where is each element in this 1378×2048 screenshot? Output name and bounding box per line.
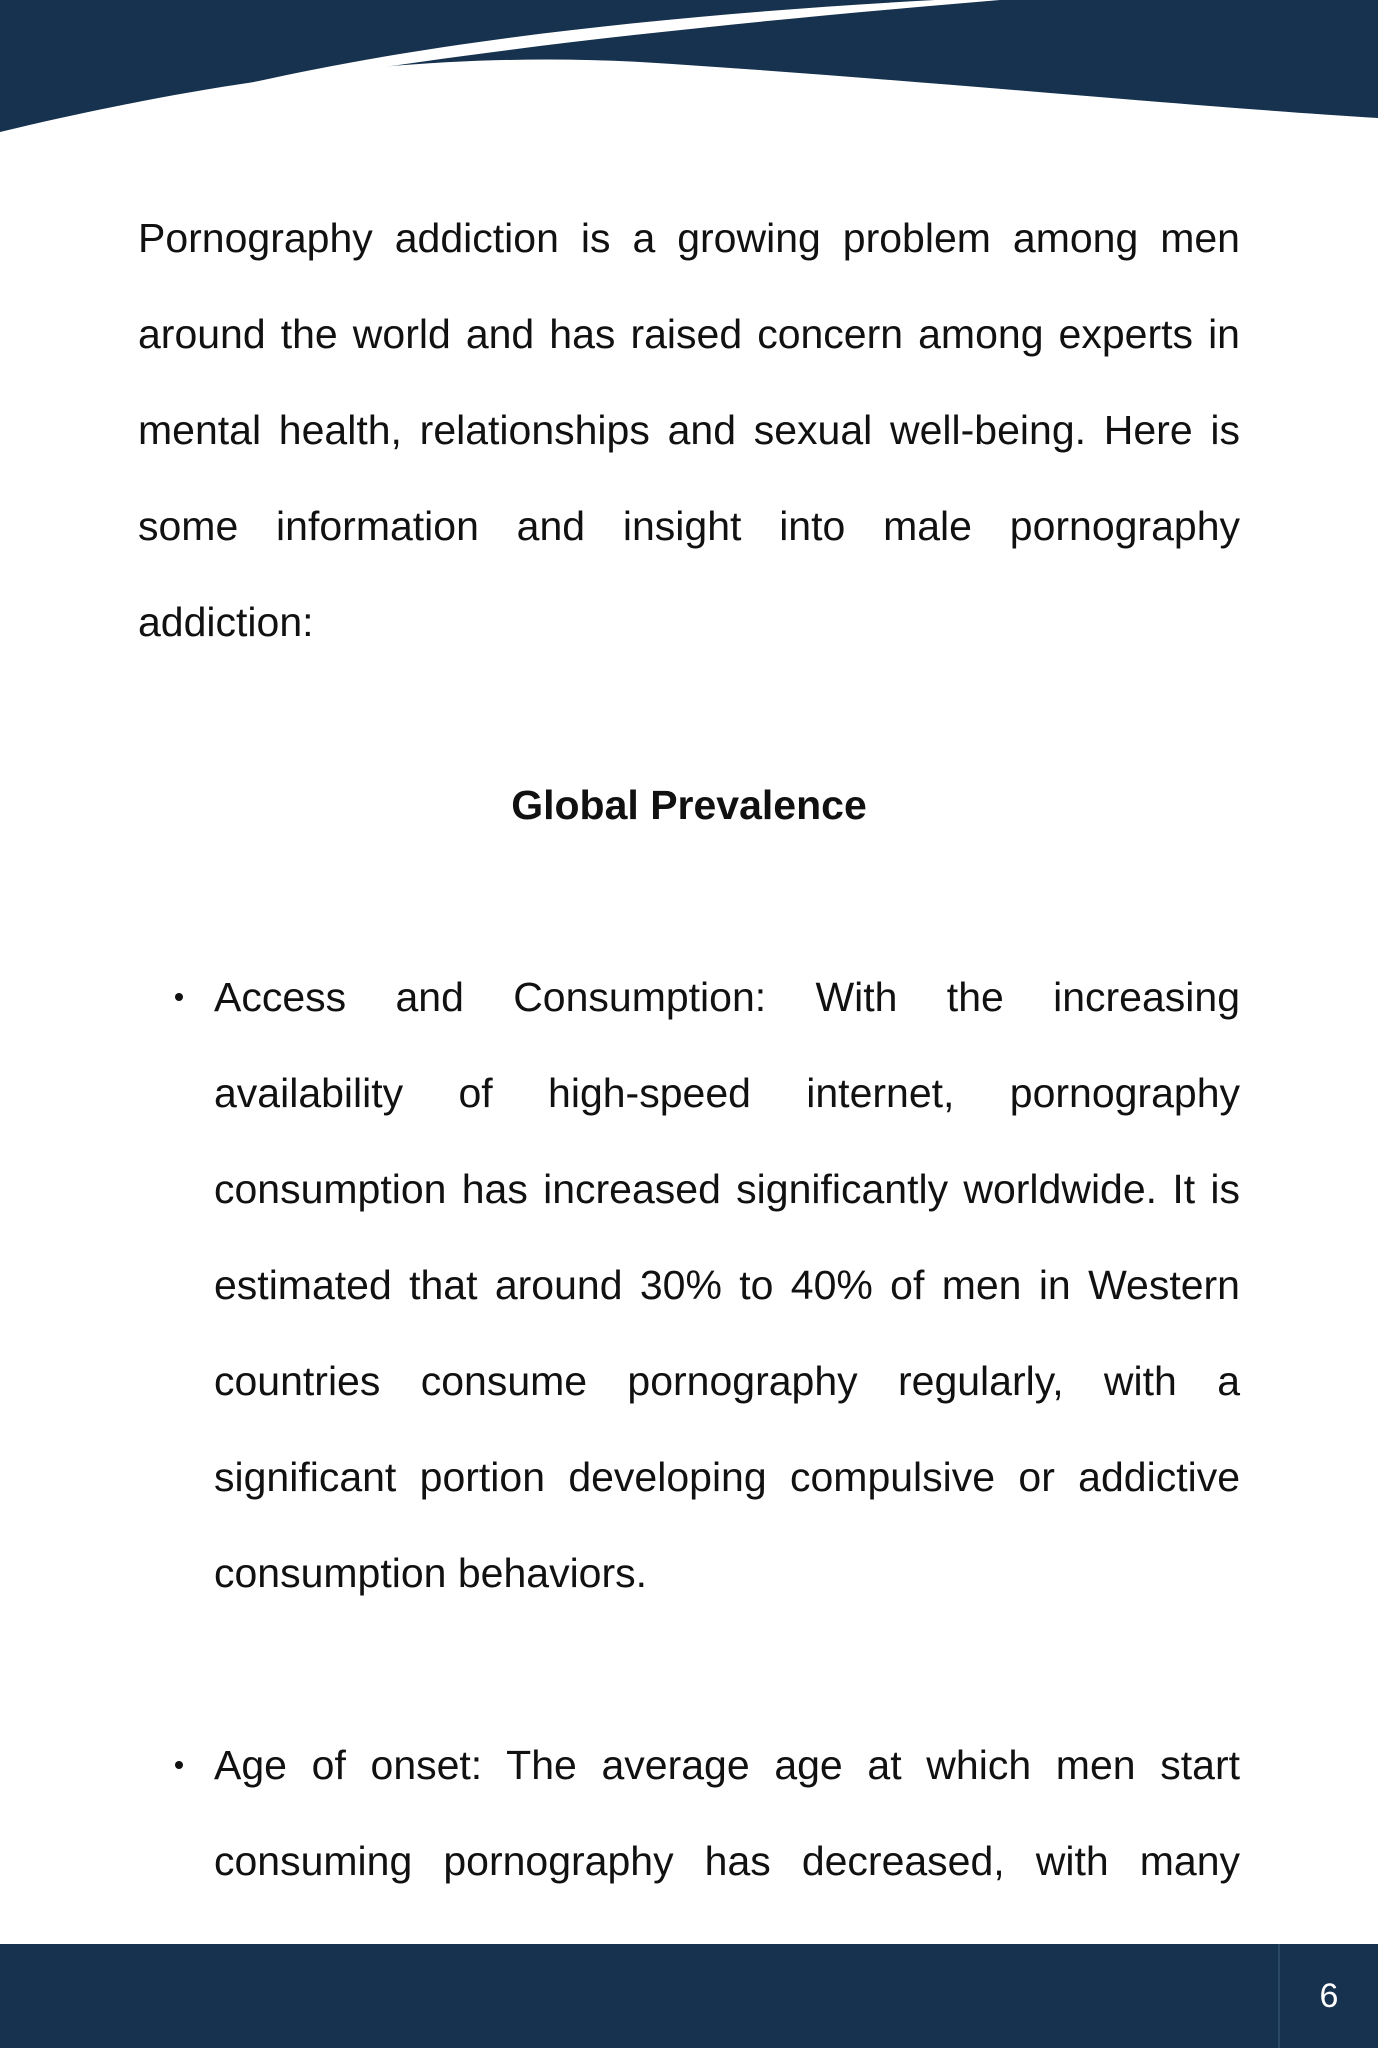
intro-paragraph: Pornography addiction is a growing problem among men around the world and has raised concern among experts in mental health, relationships and sexual well-being. Here is some information and insight into male pornography addiction: [138, 215, 1240, 645]
page-content [138, 190, 1240, 2005]
bullet-icon [175, 993, 183, 1001]
section-title-global-prevalence: Global Prevalence [511, 782, 867, 828]
bullet-text-access-and-consumption: Access and Consumption: With the increasing availability of high-speed internet, pornography consumption has increased significantly worldwide. It is estimated that around 30% to 40% of men in Western countries consume pornography regularly, with a significant portion developing compulsive or addictive consumption behaviors. [214, 974, 1240, 1596]
bullet-text-age-of-onset: Age of onset: The average age at which men start consuming pornography has decreased, with many [214, 1742, 1240, 1884]
bullet-list [138, 949, 1240, 1909]
bullet-item-access-and-consumption [138, 949, 1240, 1621]
footer-bar [0, 1944, 1378, 2048]
page-number: 6 [1319, 1977, 1339, 2015]
bullet-icon [175, 1761, 183, 1769]
header-wave-decoration [0, 0, 1378, 140]
bullet-item-age-of-onset [138, 1717, 1240, 1909]
